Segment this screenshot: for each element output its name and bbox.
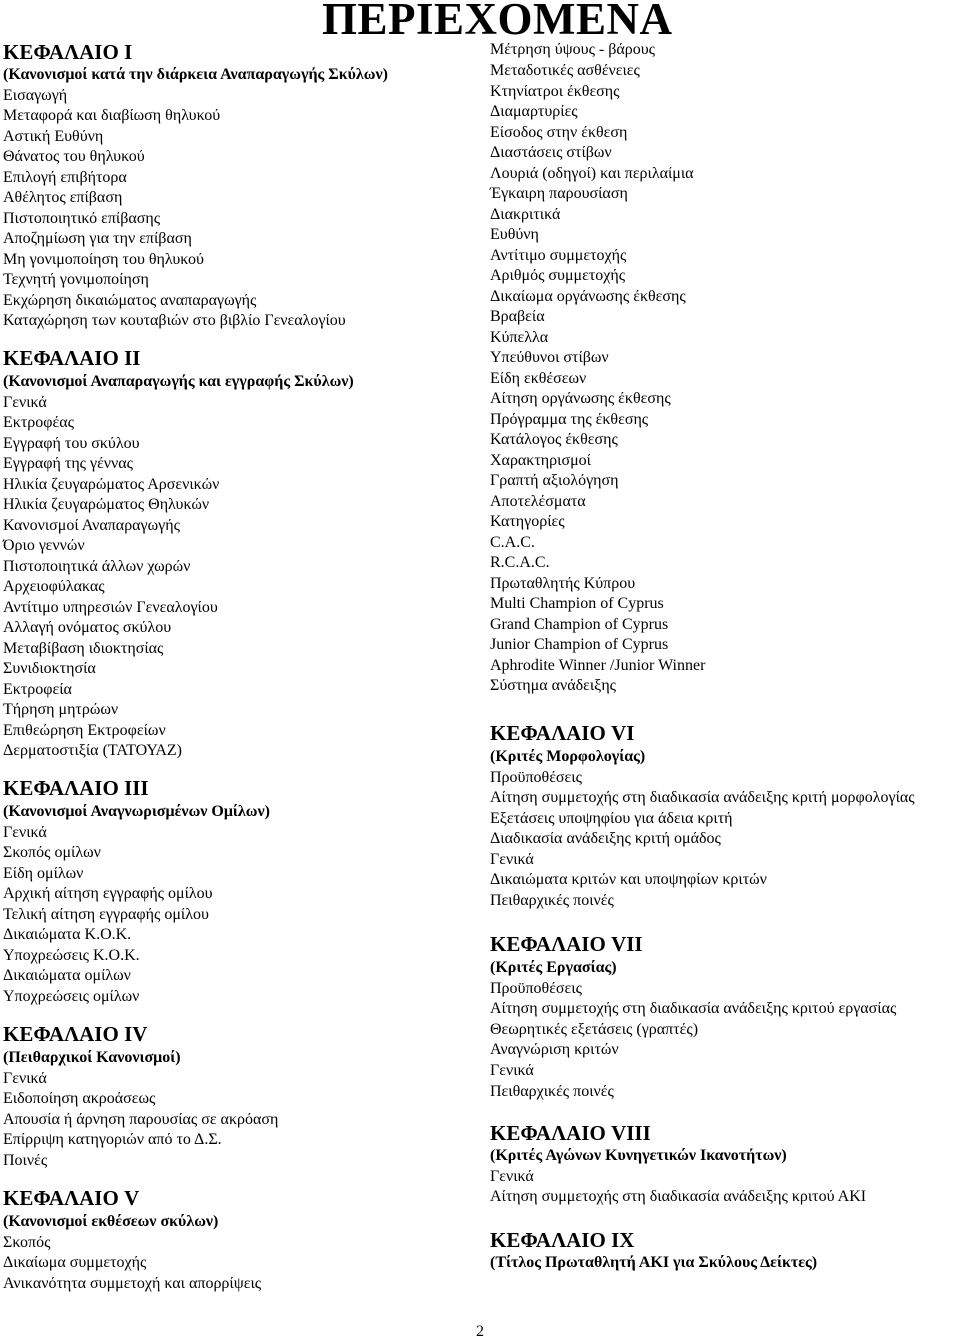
chapter-heading: ΚΕΦΑΛΑΙΟ ΙΙΙ bbox=[3, 776, 149, 800]
toc-entry: Κατάλογος έκθεσης bbox=[490, 431, 618, 448]
toc-entry: Διαδικασία ανάδειξης κριτή ομάδος bbox=[490, 830, 721, 847]
toc-entry: Αίτηση οργάνωσης έκθεσης bbox=[490, 390, 671, 407]
toc-entry: Υποχρεώσεις Κ.Ο.Κ. bbox=[3, 947, 140, 964]
chapter-heading: ΚΕΦΑΛΑΙΟ V bbox=[3, 1186, 140, 1210]
toc-entry: Τελική αίτηση εγγραφής ομίλου bbox=[3, 906, 209, 923]
toc-entry: Grand Champion of Cyprus bbox=[490, 616, 669, 633]
toc-entry: Όριο γεννών bbox=[3, 537, 85, 554]
chapter-subtitle: (Κανονισμοί Αναγνωρισμένων Ομίλων) bbox=[3, 803, 270, 820]
chapter-subtitle: (Κριτές Εργασίας) bbox=[490, 959, 617, 976]
toc-entry: Προϋποθέσεις bbox=[490, 769, 582, 786]
chapter-heading: ΚΕΦΑΛΑΙΟ VΙΙΙ bbox=[490, 1121, 651, 1145]
toc-entry: Αποτελέσματα bbox=[490, 493, 586, 510]
toc-entry: Πιστοποιητικό επίβασης bbox=[3, 210, 161, 227]
chapter-heading: ΚΕΦΑΛΑΙΟ ΙΧ bbox=[490, 1228, 635, 1252]
chapter-heading: ΚΕΦΑΛΑΙΟ ΙΙ bbox=[3, 346, 141, 370]
toc-entry: Επίρριψη κατηγοριών από το Δ.Σ. bbox=[3, 1131, 222, 1148]
toc-entry: Αντίτιμο υπηρεσιών Γενεαλογίου bbox=[3, 599, 218, 616]
toc-entry: Ειδοποίηση ακροάσεως bbox=[3, 1090, 156, 1107]
toc-entry: Μέτρηση ύψους - βάρους bbox=[490, 41, 656, 58]
toc-entry: Κύπελλα bbox=[490, 329, 549, 346]
toc-entry: Σύστημα ανάδειξης bbox=[490, 677, 617, 694]
toc-entry: Κανονισμοί Αναπαραγωγής bbox=[3, 517, 180, 534]
toc-entry: Junior Champion of Cyprus bbox=[490, 636, 669, 653]
toc-entry: Χαρακτηρισμοί bbox=[490, 452, 591, 469]
toc-entry: Γενικά bbox=[3, 824, 47, 841]
toc-entry: Σκοπός ομίλων bbox=[3, 844, 101, 861]
chapter-subtitle: (Τίτλος Πρωταθλητή ΑΚΙ για Σκύλους Δείκτες) bbox=[490, 1254, 818, 1271]
toc-entry: Επιλογή επιβήτορα bbox=[3, 169, 127, 186]
toc-entry: Είσοδος στην έκθεση bbox=[490, 124, 628, 141]
toc-entry: Καταχώρηση των κουταβιών στο βιβλίο Γενεαλογίου bbox=[3, 312, 346, 329]
toc-entry: Κατηγορίες bbox=[490, 513, 565, 530]
toc-entry: Aphrodite Winner /Junior Winner bbox=[490, 657, 706, 674]
toc-entry: Εγγραφή του σκύλου bbox=[3, 435, 140, 452]
chapter-subtitle: (Κριτές Αγώνων Κυνηγετικών Ικανοτήτων) bbox=[490, 1147, 787, 1164]
toc-entry: Αριθμός συμμετοχής bbox=[490, 267, 626, 284]
chapter-heading: ΚΕΦΑΛΑΙΟ VΙΙ bbox=[490, 932, 643, 956]
toc-entry: Αναγνώριση κριτών bbox=[490, 1041, 619, 1058]
toc-entry: Εισαγωγή bbox=[3, 87, 68, 104]
toc-entry: Υποχρεώσεις ομίλων bbox=[3, 988, 140, 1005]
toc-entry: Τήρηση μητρώων bbox=[3, 701, 119, 718]
toc-entry: Γενικά bbox=[490, 851, 534, 868]
toc-entry: Multi Champion of Cyprus bbox=[490, 595, 664, 612]
toc-entry: R.C.A.C. bbox=[490, 554, 550, 571]
toc-entry: Πρόγραμμα της έκθεσης bbox=[490, 411, 649, 428]
toc-entry: Αλλαγή ονόματος σκύλου bbox=[3, 619, 172, 636]
page-number: 2 bbox=[476, 1323, 484, 1340]
toc-entry: Γενικά bbox=[490, 1168, 534, 1185]
toc-entry: Υπεύθυνοι στίβων bbox=[490, 349, 609, 366]
toc-entry: Ανικανότητα συμμετοχή και απορρίψεις bbox=[3, 1275, 262, 1292]
chapter-heading: ΚΕΦΑΛΑΙΟ Ι bbox=[3, 40, 133, 64]
toc-entry: Γενικά bbox=[3, 1070, 47, 1087]
toc-entry: Ευθύνη bbox=[490, 226, 539, 243]
toc-entry: Πειθαρχικές ποινές bbox=[490, 892, 614, 909]
chapter-heading: ΚΕΦΑΛΑΙΟ VΙ bbox=[490, 721, 635, 745]
toc-entry: Ηλικία ζευγαρώματος Θηλυκών bbox=[3, 496, 210, 513]
toc-entry: Σκοπός bbox=[3, 1234, 51, 1251]
toc-entry: Αίτηση συμμετοχής στη διαδικασία ανάδειξης κριτού εργασίας bbox=[490, 1000, 897, 1017]
toc-entry: Τεχνητή γονιμοποίηση bbox=[3, 271, 149, 288]
chapter-heading: ΚΕΦΑΛΑΙΟ ΙV bbox=[3, 1022, 148, 1046]
toc-entry: Μη γονιμοποίηση του θηλυκού bbox=[3, 251, 204, 268]
toc-entry: Δερματοστιξία (ΤΑΤΟΥΑΖ) bbox=[3, 742, 183, 759]
toc-entry: Διακριτικά bbox=[490, 206, 561, 223]
toc-entry: Δικαιώματα Κ.Ο.Κ. bbox=[3, 926, 132, 943]
toc-entry: Έγκαιρη παρουσίαση bbox=[490, 185, 628, 202]
toc-entry: Αστική Ευθύνη bbox=[3, 128, 104, 145]
chapter-subtitle: (Πειθαρχικοί Κανονισμοί) bbox=[3, 1049, 181, 1066]
toc-entry: Μεταφορά και διαβίωση θηλυκού bbox=[3, 107, 221, 124]
toc-entry: Δικαιώματα ομίλων bbox=[3, 967, 131, 984]
toc-entry: Συνιδιοκτησία bbox=[3, 660, 96, 677]
toc-entry: Είδη εκθέσεων bbox=[490, 370, 587, 387]
toc-entry: Αρχειοφύλακας bbox=[3, 578, 105, 595]
toc-entry: Εκχώρηση δικαιώματος αναπαραγωγής bbox=[3, 292, 257, 309]
toc-entry: Εγγραφή της γέννας bbox=[3, 455, 133, 472]
toc-entry: Αντίτιμο συμμετοχής bbox=[490, 247, 627, 264]
toc-entry: Θάνατος του θηλυκού bbox=[3, 148, 145, 165]
toc-entry: Μεταδοτικές ασθένειες bbox=[490, 62, 640, 79]
toc-entry: Αίτηση συμμετοχής στη διαδικασία ανάδειξης κριτή μορφολογίας bbox=[490, 789, 915, 806]
toc-entry: Αθέλητος επίβαση bbox=[3, 189, 123, 206]
chapter-subtitle: (Κριτές Μορφολογίας) bbox=[490, 748, 646, 765]
chapter-subtitle: (Κανονισμοί κατά την διάρκεια Αναπαραγωγής Σκύλων) bbox=[3, 66, 388, 83]
toc-entry: Ποινές bbox=[3, 1152, 48, 1169]
toc-entry: Ηλικία ζευγαρώματος Αρσενικών bbox=[3, 476, 220, 493]
toc-entry: Επιθεώρηση Εκτροφείων bbox=[3, 722, 166, 739]
toc-entry: Δικαιώματα κριτών και υποψηφίων κριτών bbox=[490, 871, 767, 888]
toc-entry: Προϋποθέσεις bbox=[490, 980, 582, 997]
toc-entry: Αποζημίωση για την επίβαση bbox=[3, 230, 192, 247]
toc-entry: Δικαίωμα συμμετοχής bbox=[3, 1254, 147, 1271]
toc-entry: Απουσία ή άρνηση παρουσίας σε ακρόαση bbox=[3, 1111, 279, 1128]
toc-entry: Δικαίωμα οργάνωσης έκθεσης bbox=[490, 288, 686, 305]
toc-entry: Εκτροφέας bbox=[3, 414, 74, 431]
chapter-subtitle: (Κανονισμοί εκθέσεων σκύλων) bbox=[3, 1213, 219, 1230]
toc-entry: Είδη ομίλων bbox=[3, 865, 84, 882]
toc-entry: Πιστοποιητικά άλλων χωρών bbox=[3, 558, 191, 575]
toc-entry: Εκτροφεία bbox=[3, 681, 72, 698]
toc-entry: Πειθαρχικές ποινές bbox=[490, 1083, 614, 1100]
toc-entry: Μεταβίβαση ιδιοκτησίας bbox=[3, 640, 164, 657]
page-title: ΠΕΡΙΕΧΟΜΕΝΑ bbox=[322, 0, 673, 44]
toc-entry: Θεωρητικές εξετάσεις (γραπτές) bbox=[490, 1021, 699, 1038]
chapter-subtitle: (Κανονισμοί Αναπαραγωγής και εγγραφής Σκύλων) bbox=[3, 373, 354, 390]
toc-entry: Εξετάσεις υποψηφίου για άδεια κριτή bbox=[490, 810, 733, 827]
toc-entry: Γραπτή αξιολόγηση bbox=[490, 472, 619, 489]
toc-entry: Βραβεία bbox=[490, 308, 545, 325]
toc-entry: Κτηνίατροι έκθεσης bbox=[490, 83, 620, 100]
toc-entry: Διαμαρτυρίες bbox=[490, 103, 578, 120]
toc-entry: C.A.C. bbox=[490, 534, 535, 551]
toc-entry: Αρχική αίτηση εγγραφής ομίλου bbox=[3, 885, 213, 902]
toc-entry: Λουριά (οδηγοί) και περιλαίμια bbox=[490, 165, 694, 182]
toc-entry: Γενικά bbox=[3, 394, 47, 411]
toc-entry: Διαστάσεις στίβων bbox=[490, 144, 612, 161]
toc-entry: Γενικά bbox=[490, 1062, 534, 1079]
toc-entry: Αίτηση συμμετοχής στη διαδικασία ανάδειξης κριτού ΑΚΙ bbox=[490, 1188, 867, 1205]
toc-entry: Πρωταθλητής Κύπρου bbox=[490, 575, 636, 592]
